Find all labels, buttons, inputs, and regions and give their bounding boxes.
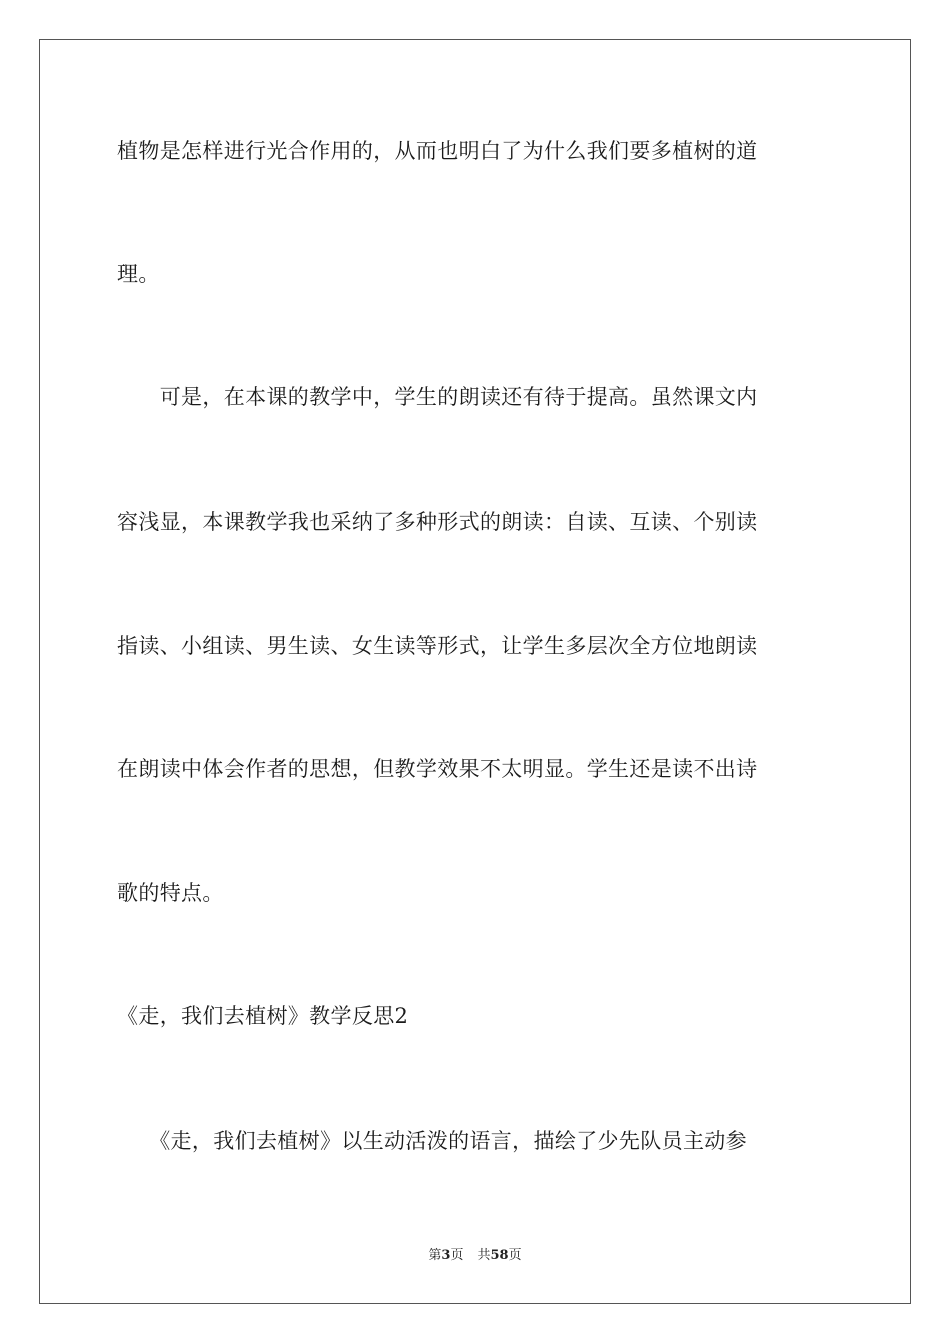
text-line: 指读、小组读、男生读、女生读等形式，让学生多层次全方位地朗读: [117, 634, 758, 658]
total-pages: 58: [490, 1248, 509, 1263]
text-line: 歌的特点。: [117, 881, 224, 905]
page-number: 3: [441, 1248, 451, 1263]
paragraph-first-line: 可是，在本课的教学中，学生的朗读还有待于提高。虽然课文内: [117, 385, 758, 409]
text-line: 在朗读中体会作者的思想，但教学效果不太明显。学生还是读不出诗: [117, 757, 758, 781]
section-heading: 《走，我们去植树》教学反思2: [117, 1004, 409, 1028]
page-suffix: 页: [450, 1248, 464, 1263]
total-suffix: 页: [508, 1248, 522, 1263]
page-prefix: 第: [428, 1248, 442, 1263]
text-line: 容浅显，本课教学我也采纳了多种形式的朗读：自读、互读、个别读: [117, 510, 758, 534]
text-line: 理。: [117, 262, 160, 286]
page-frame: [39, 39, 911, 1304]
total-prefix: 共: [477, 1248, 491, 1263]
paragraph-first-line: 《走，我们去植树》以生动活泼的语言，描绘了少先队员主动参: [117, 1129, 747, 1153]
text-line: 植物是怎样进行光合作用的，从而也明白了为什么我们要多植树的道: [117, 139, 758, 163]
page-footer: [0, 1247, 950, 1265]
